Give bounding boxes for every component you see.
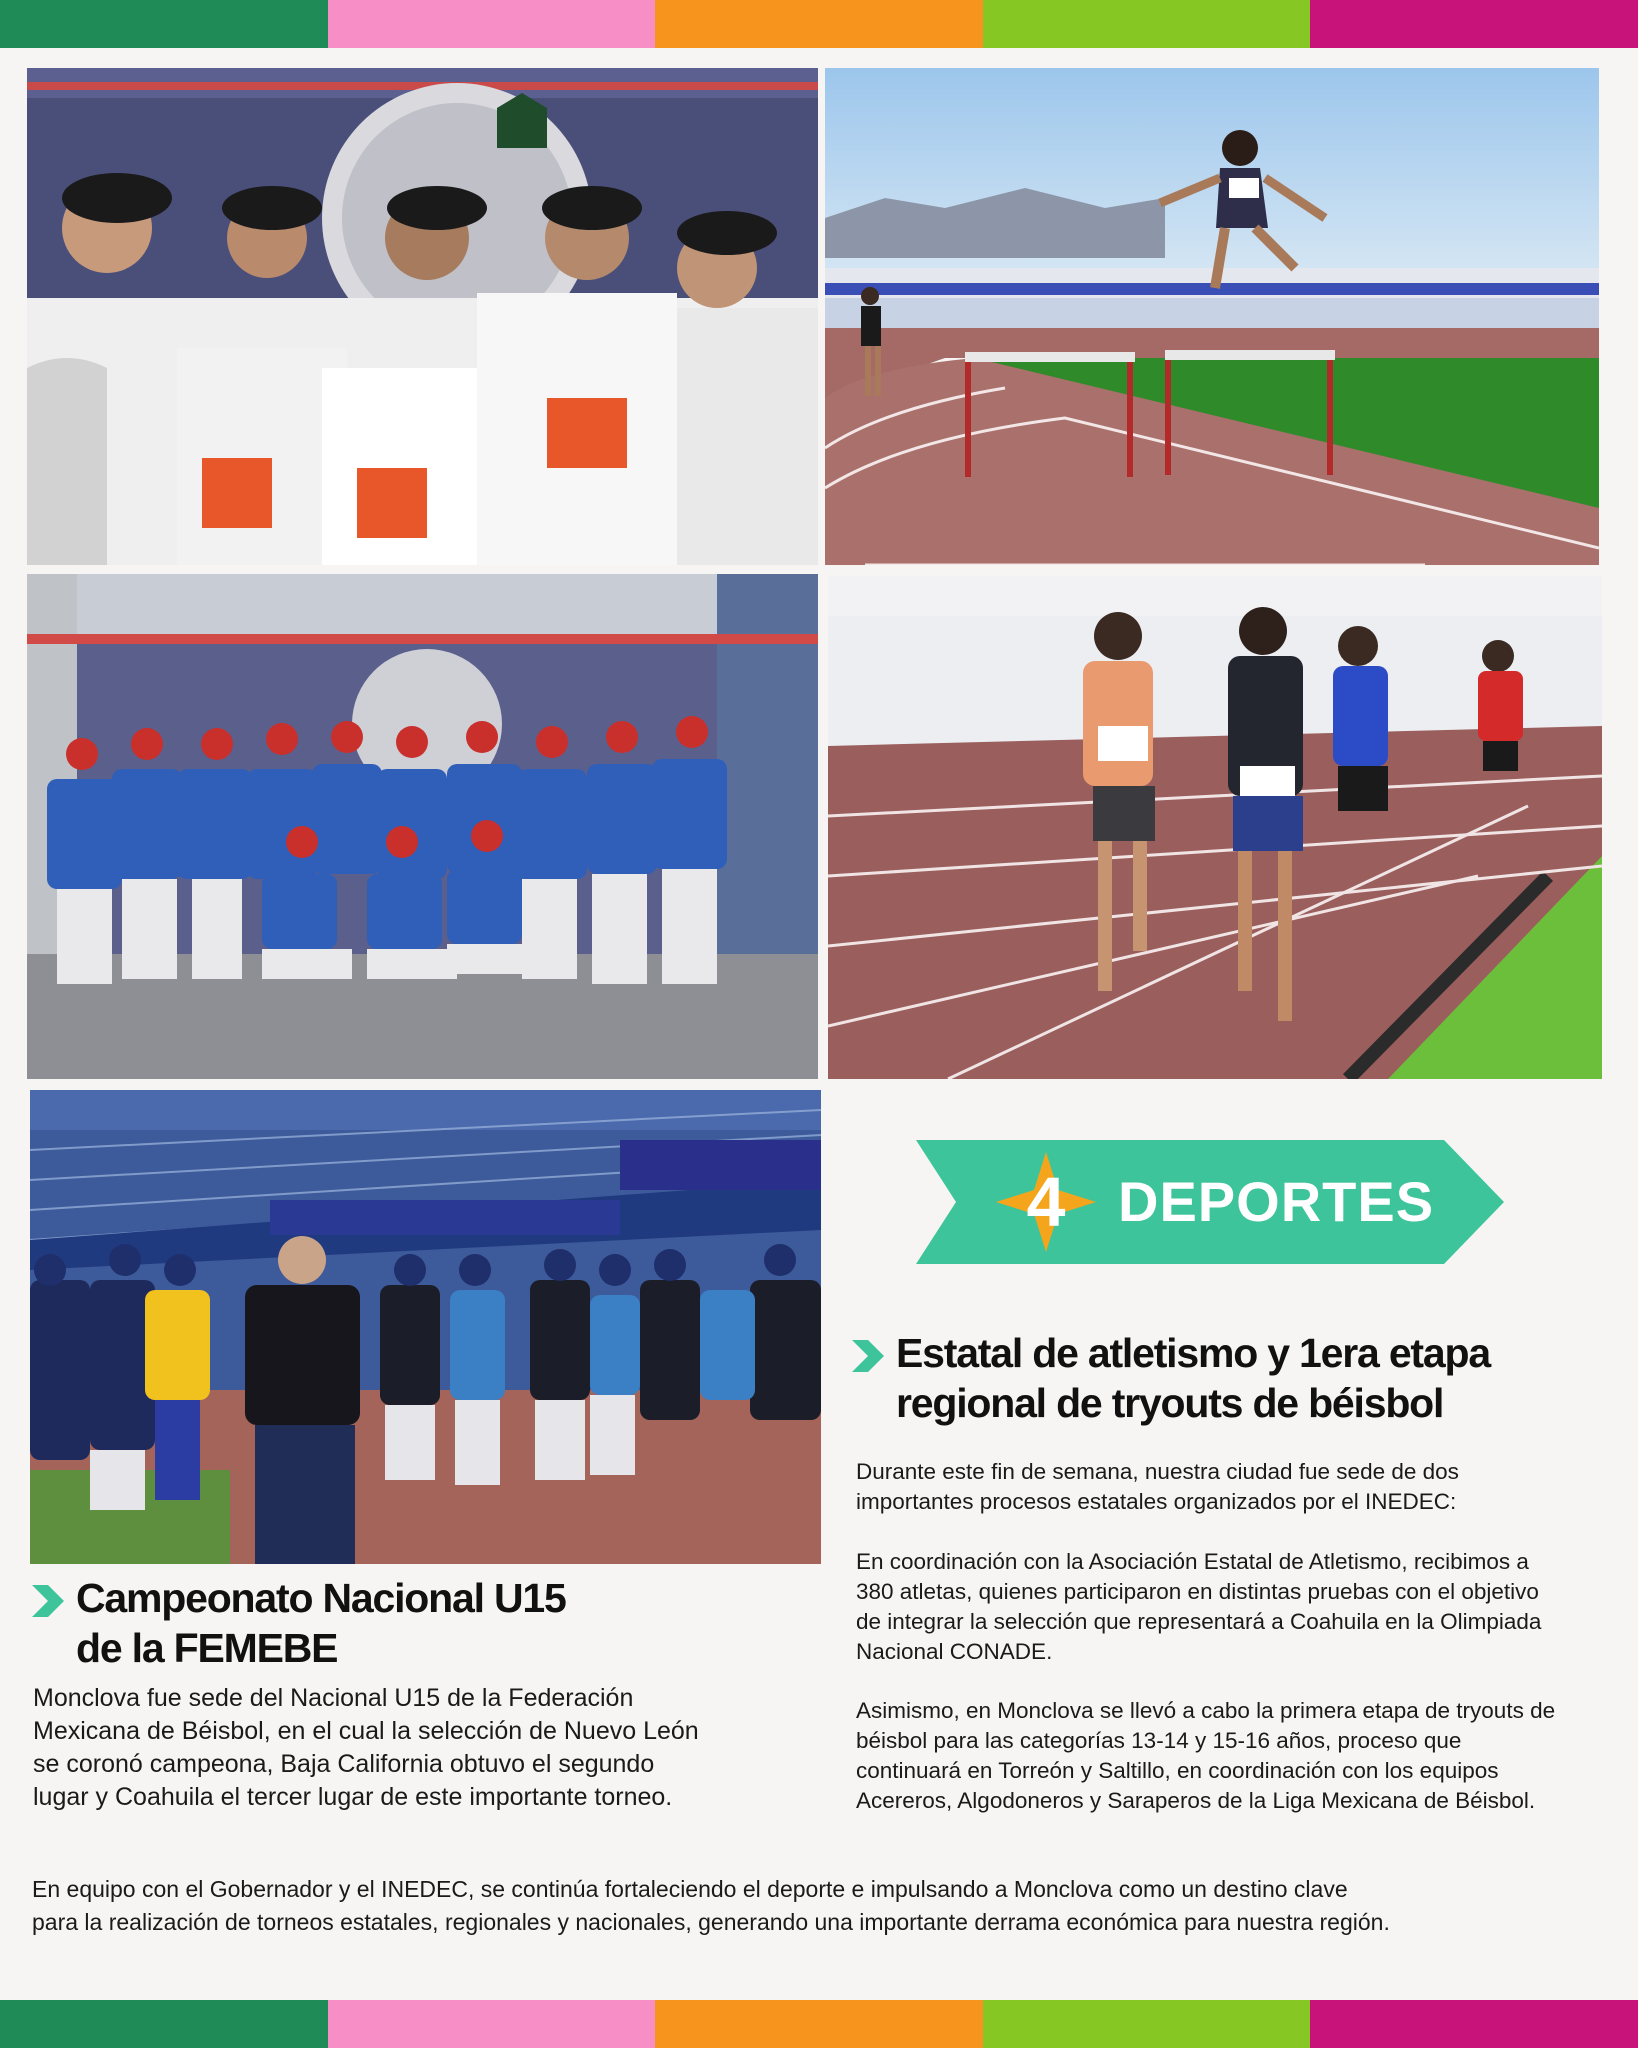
photo-baseball-tryouts — [30, 1090, 821, 1564]
stripe-segment-pink — [328, 0, 656, 48]
text-line: Mexicana de Béisbol, en el cual la selección de Nuevo León — [33, 1717, 699, 1745]
left-article-heading — [30, 1573, 730, 1673]
bottom-color-stripe — [0, 2000, 1638, 2048]
right-article-paragraph-2 — [856, 1547, 1541, 1667]
right-article-heading — [850, 1328, 1610, 1428]
text-line: Monclova fue sede del Nacional U15 de la Federación — [33, 1684, 634, 1712]
photo-track-runners — [828, 576, 1602, 1079]
text-line: En coordinación con la Asociación Estatal de Atletismo, recibimos a — [856, 1549, 1529, 1574]
left-article-body — [33, 1682, 699, 1814]
text-line: En equipo con el Gobernador y el INEDEC, se continúa fortaleciendo el deporte e impulsando a Monclova como un destino clave — [32, 1876, 1348, 1902]
text-line: se coronó campeona, Baja California obtuvo el segundo — [33, 1750, 655, 1778]
text-line: Acereros, Algodoneros y Saraperos de la Liga Mexicana de Béisbol. — [856, 1788, 1536, 1813]
text-line: para la realización de torneos estatales, regionales y nacionales, generando una importante derrama económica para nuestra región. — [32, 1909, 1390, 1935]
left-article-title-line2: de la FEMEBE — [76, 1625, 338, 1671]
chevron-right-icon — [30, 1583, 66, 1619]
right-article-title-line2: regional de tryouts de béisbol — [896, 1380, 1444, 1426]
top-color-stripe — [0, 0, 1638, 48]
stripe-segment-magenta — [1310, 0, 1638, 48]
stripe-segment-green — [0, 2000, 328, 2048]
photo-hurdles-jump — [825, 68, 1599, 565]
stripe-segment-magenta — [1310, 2000, 1638, 2048]
stripe-segment-lime — [983, 2000, 1311, 2048]
text-line: 380 atletas, quienes participaron en distintas pruebas con el objetivo — [856, 1579, 1539, 1604]
chevron-right-icon — [850, 1338, 886, 1374]
text-line: Asimismo, en Monclova se llevó a cabo la primera etapa de tryouts de — [856, 1698, 1556, 1723]
text-line: béisbol para las categorías 13-14 y 15-16 años, proceso que — [856, 1728, 1462, 1753]
photo-coahuila-team — [27, 574, 818, 1079]
right-article-paragraph-1 — [856, 1457, 1459, 1517]
banner-label: DEPORTES — [1118, 1170, 1435, 1233]
stripe-segment-lime — [983, 0, 1311, 48]
stripe-segment-orange — [655, 2000, 983, 2048]
text-line: Durante este fin de semana, nuestra ciudad fue sede de dos — [856, 1459, 1459, 1484]
text-line: importantes procesos estatales organizados por el INEDEC: — [856, 1489, 1457, 1514]
text-line: Nacional CONADE. — [856, 1639, 1053, 1664]
text-line: continuará en Torreón y Saltillo, en coordinación con los equipos — [856, 1758, 1499, 1783]
stripe-segment-orange — [655, 0, 983, 48]
left-article-title-line1: Campeonato Nacional U15 — [76, 1575, 566, 1621]
text-line: de integrar la selección que representará a Coahuila en la Olimpiada — [856, 1609, 1542, 1634]
section-banner — [908, 1140, 1504, 1264]
right-article-paragraph-3 — [856, 1696, 1555, 1816]
stripe-segment-green — [0, 0, 328, 48]
text-line: lugar y Coahuila el tercer lugar de este importante torneo. — [33, 1783, 673, 1811]
right-article-title-line1: Estatal de atletismo y 1era etapa — [896, 1330, 1490, 1376]
closing-statement — [32, 1873, 1390, 1939]
photo-baseball-trophy-celebration — [27, 68, 818, 565]
stripe-segment-pink — [328, 2000, 656, 2048]
banner-number: 4 — [1026, 1163, 1066, 1241]
